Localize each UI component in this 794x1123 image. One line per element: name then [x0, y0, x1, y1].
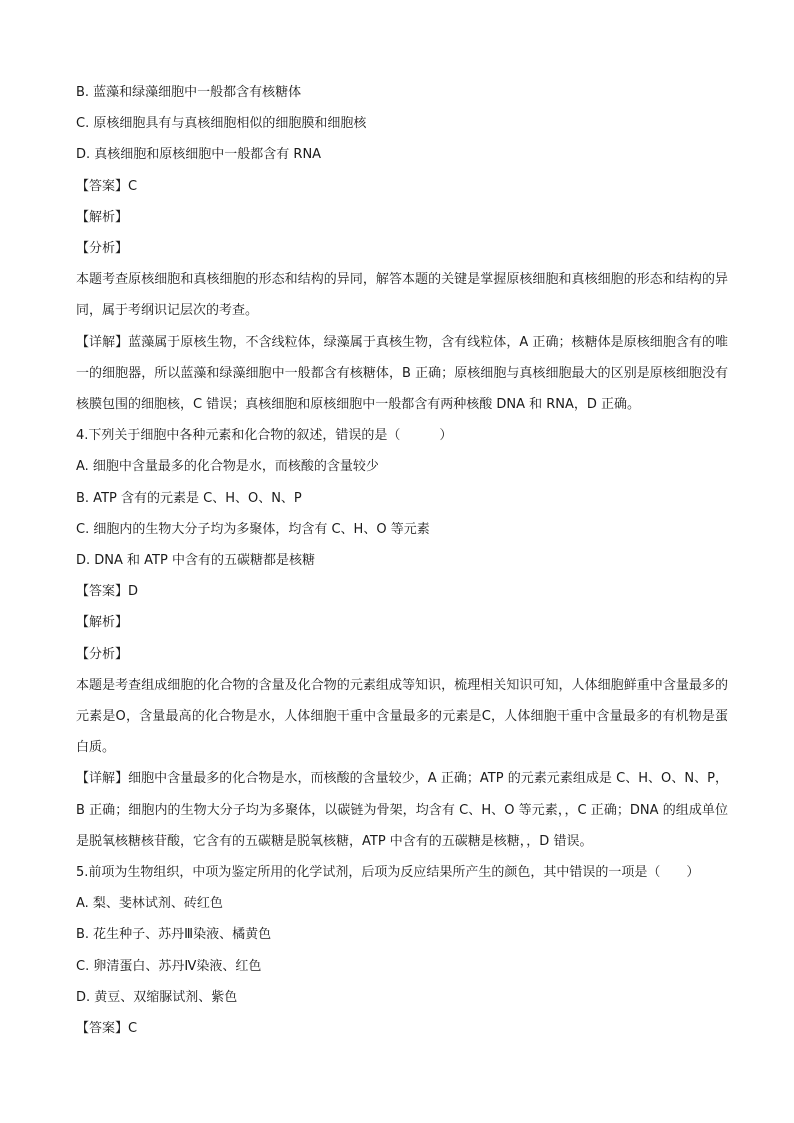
q3-option-b: B. 蓝藻和绿藻细胞中一般都含有核糖体: [76, 85, 302, 100]
q4-fenxi-heading: 【分析】: [76, 646, 129, 662]
q5-option-b: B. 花生种子、苏丹Ⅲ染液、橘黄色: [76, 927, 272, 943]
q5-option-a: A. 梨、斐林试剂、砖红色: [76, 896, 223, 912]
q5-answer: 【答案】C: [76, 1021, 138, 1037]
q4-answer: 【答案】D: [76, 584, 139, 600]
q4-option-b: B. ATP 含有的元素是 C、H、O、N、P: [76, 490, 302, 506]
q5-stem: 5.前项为生物组织，中项为鉴定所用的化学试剂，后项为反应结果所产生的颜色，其中错误的一项是（ ）: [76, 865, 700, 881]
q3-option-c: C. 原核细胞具有与真核细胞相似的细胞膜和细胞核: [76, 116, 367, 132]
q4-stem: 4.下列关于细胞中各种元素和化合物的叙述，错误的是（ ）: [76, 428, 453, 444]
q3-fenxi-heading: 【分析】: [76, 241, 129, 257]
q4-detail-text: 【详解】细胞中含量最多的化合物是水，而核酸的含量较少，A 正确；ATP 的元素元素组成是 C、H、O、N、P，B 正确；细胞内的生物大分子均为多聚体，以碳链为骨架，均含有 C、H、O 等元素，，C 正确；DNA 的组成单位是脱氧核糖核苷酸，它含有的五碳糖是脱氧核糖，ATP 中含有的五碳糖是核糖，，D 错误。: [76, 771, 728, 849]
q3-jiexi-heading: 【解析】: [76, 209, 129, 225]
q4-option-a: A. 细胞中含量最多的化合物是水，而核酸的含量较少: [76, 459, 379, 475]
q4-jiexi-heading: 【解析】: [76, 615, 129, 631]
q3-analysis-text: 本题考查原核细胞和真核细胞的形态和结构的异同，解答本题的关键是掌握原核细胞和真核细胞的形态和结构的异同，属于考纲识记层次的考查。: [76, 272, 728, 319]
q4-option-c: C. 细胞内的生物大分子均为多聚体，均含有 C、H、O 等元素: [76, 521, 430, 537]
q3-detail-text: 【详解】蓝藻属于原核生物，不含线粒体，绿藻属于真核生物，含有线粒体，A 正确；核糖体是原核细胞含有的唯一的细胞器，所以蓝藻和绿藻细胞中一般都含有核糖体，B 正确；原核细胞与真核细胞最大的区别是原核细胞没有核膜包围的细胞核，C 错误；真核细胞和原核细胞中一般都含有两种核酸 DNA 和 RNA，D 正确。: [76, 334, 728, 413]
q3-option-d: D. 真核细胞和原核细胞中一般都含有 RNA: [76, 147, 322, 163]
q4-analysis-text: 本题是考查组成细胞的化合物的含量及化合物的元素组成等知识，梳理相关知识可知，人体细胞鲜重中含量最多的元素是O，含量最高的化合物是水，人体细胞干重中含量最多的元素是C，人体细胞干重中含量最多的有机物是蛋白质。: [76, 677, 728, 756]
q4-option-d: D. DNA 和 ATP 中含有的五碳糖都是核糖: [76, 553, 315, 569]
q3-answer: 【答案】C: [76, 178, 138, 194]
q5-option-c: C. 卵清蛋白、苏丹Ⅳ染液、红色: [76, 958, 262, 974]
q5-option-d: D. 黄豆、双缩脲试剂、紫色: [76, 989, 238, 1005]
